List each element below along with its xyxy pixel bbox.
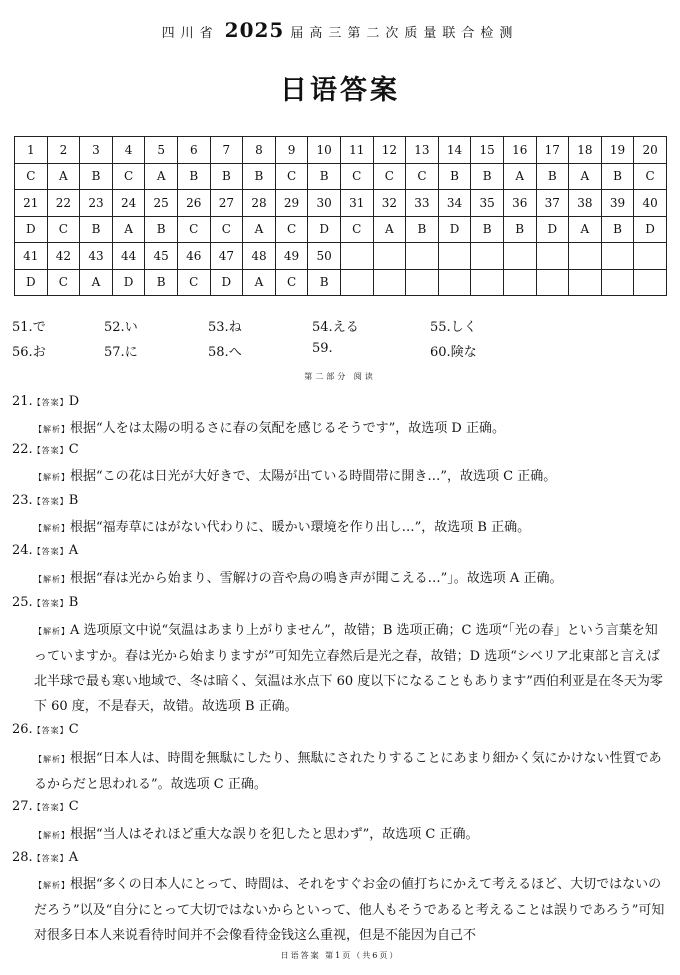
explanation-label: 【解析】 <box>34 473 70 482</box>
question-answer <box>12 595 78 610</box>
fill-answer <box>312 316 359 335</box>
table-cell: 22 <box>47 190 80 217</box>
explanation-label: 【解析】 <box>34 627 70 636</box>
table-cell: C <box>340 216 373 243</box>
explanation <box>34 872 666 948</box>
fill-answer <box>12 341 46 360</box>
table-cell: A <box>145 163 178 190</box>
table-cell: A <box>569 216 602 243</box>
question-answer <box>12 850 78 865</box>
table-cell: 24 <box>112 190 145 217</box>
answer-label: 【答案】 <box>32 854 69 863</box>
table-cell: C <box>177 269 210 296</box>
table-cell: C <box>275 163 308 190</box>
table-cell <box>438 243 471 270</box>
table-cell <box>340 243 373 270</box>
fill-text: へ <box>228 345 242 360</box>
explanation <box>34 566 666 592</box>
question-answer <box>12 543 78 558</box>
table-cell: A <box>569 163 602 190</box>
table-cell: 44 <box>112 243 145 270</box>
table-cell: D <box>210 269 243 296</box>
table-cell: 34 <box>438 190 471 217</box>
table-cell: 20 <box>634 137 667 164</box>
question-number: 26. <box>12 722 33 737</box>
table-cell <box>503 243 536 270</box>
fill-answer <box>208 316 242 335</box>
fill-number: 55. <box>430 320 451 335</box>
answer-choice: D <box>68 394 80 409</box>
table-cell: A <box>373 216 406 243</box>
table-cell: 47 <box>210 243 243 270</box>
table-cell: B <box>308 163 341 190</box>
table-cell <box>438 269 471 296</box>
explanation-text: 根据“福寿草にはがない代わりに、暖かい環境を作り出し…”，故选项 B 正确。 <box>70 520 531 535</box>
table-cell: 18 <box>569 137 602 164</box>
answer-label: 【答案】 <box>32 446 69 455</box>
table-cell <box>536 269 569 296</box>
table-cell: 7 <box>210 137 243 164</box>
table-cell: D <box>15 216 48 243</box>
table-row <box>15 137 667 164</box>
table-cell: 19 <box>601 137 634 164</box>
table-cell: 1 <box>15 137 48 164</box>
explanation-label: 【解析】 <box>34 831 70 840</box>
table-cell: B <box>601 216 634 243</box>
table-cell: 33 <box>406 190 439 217</box>
table-row <box>15 216 667 243</box>
question-answer <box>12 799 79 814</box>
table-cell: B <box>243 163 276 190</box>
fill-number: 53. <box>208 320 229 335</box>
table-cell <box>569 243 602 270</box>
question-answer <box>12 722 79 737</box>
table-cell: 30 <box>308 190 341 217</box>
section-title: 第二部分 阅读 <box>304 372 376 381</box>
explanation-label: 【解析】 <box>34 755 70 764</box>
question-number: 21. <box>12 394 33 409</box>
table-cell: B <box>471 163 504 190</box>
question-answer <box>12 394 79 409</box>
table-cell: 11 <box>340 137 373 164</box>
exam-header <box>0 18 680 42</box>
table-cell: 50 <box>308 243 341 270</box>
table-cell: 35 <box>471 190 504 217</box>
table-cell <box>634 243 667 270</box>
table-cell: 31 <box>340 190 373 217</box>
explanation-label: 【解析】 <box>34 575 70 584</box>
table-cell: 10 <box>308 137 341 164</box>
page-footer: 日语答案 第1页（共6页） <box>280 951 400 960</box>
table-cell: 9 <box>275 137 308 164</box>
table-cell: C <box>47 269 80 296</box>
table-cell <box>471 243 504 270</box>
fill-text: で <box>32 320 46 335</box>
table-row <box>15 163 667 190</box>
table-cell: A <box>112 216 145 243</box>
table-cell: 46 <box>177 243 210 270</box>
table-cell: D <box>536 216 569 243</box>
answer-choice: C <box>68 799 79 814</box>
explanation <box>34 822 666 848</box>
table-cell: C <box>15 163 48 190</box>
table-cell: 27 <box>210 190 243 217</box>
table-cell: C <box>634 163 667 190</box>
table-cell: A <box>243 269 276 296</box>
table-cell: 32 <box>373 190 406 217</box>
question-number: 22. <box>12 442 33 457</box>
table-cell: C <box>406 163 439 190</box>
table-cell <box>536 243 569 270</box>
table-cell: 28 <box>243 190 276 217</box>
table-cell: C <box>47 216 80 243</box>
table-cell <box>569 269 602 296</box>
table-cell <box>634 269 667 296</box>
explanation-text: 根据“多くの日本人にとって、時間は、それをすぐお金の値打ちにかえて考えるほど、大切ではないのだろう”以及“自分にとって大切ではないからといって、他人もそうであると考えることは誤りであろう”可知对很多日本人来说看待时间并不会像看待金钱这么重视，但是不能因为自己不 <box>34 877 665 943</box>
table-cell: 45 <box>145 243 178 270</box>
fill-number: 56. <box>12 345 33 360</box>
page-title: 日语答案 <box>280 75 400 106</box>
table-cell <box>406 269 439 296</box>
table-cell: 48 <box>243 243 276 270</box>
fill-answer <box>104 316 138 335</box>
table-cell: 38 <box>569 190 602 217</box>
table-cell <box>601 269 634 296</box>
table-cell: 3 <box>80 137 113 164</box>
table-cell: 23 <box>80 190 113 217</box>
fill-number: 59. <box>312 341 333 356</box>
table-cell: 4 <box>112 137 145 164</box>
table-cell: 42 <box>47 243 80 270</box>
fill-answer <box>12 316 46 335</box>
table-cell: 41 <box>15 243 48 270</box>
fill-number: 52. <box>104 320 125 335</box>
fill-text: しく <box>450 320 477 335</box>
fill-number: 58. <box>208 345 229 360</box>
question-number: 27. <box>12 799 33 814</box>
answer-label: 【答案】 <box>32 599 69 608</box>
table-cell: 39 <box>601 190 634 217</box>
question-number: 23. <box>12 493 33 508</box>
explanation-text: 根据“この花は日光が大好きで、太陽が出ている時間帯に開き…”，故选项 C 正确。 <box>70 469 557 484</box>
question-number: 25. <box>12 595 33 610</box>
explanation <box>34 618 666 719</box>
table-cell: A <box>47 163 80 190</box>
table-cell: B <box>471 216 504 243</box>
table-cell: 8 <box>243 137 276 164</box>
table-cell: 15 <box>471 137 504 164</box>
table-cell <box>503 269 536 296</box>
explanation <box>34 746 666 797</box>
table-cell: 25 <box>145 190 178 217</box>
table-cell: D <box>634 216 667 243</box>
table-cell: B <box>145 269 178 296</box>
table-cell: 16 <box>503 137 536 164</box>
table-cell: 49 <box>275 243 308 270</box>
explanation-text: 根据“当人はそれほど重大な誤りを犯したと思わず”，故选项 C 正确。 <box>70 827 479 842</box>
answer-choice: A <box>68 543 79 558</box>
table-row <box>15 243 667 270</box>
answer-label: 【答案】 <box>32 547 69 556</box>
table-cell: D <box>308 216 341 243</box>
fill-text: い <box>124 320 138 335</box>
table-row <box>15 269 667 296</box>
explanation-text: 根据“人をは太陽の明るさに春の気配を感じるそうです”，故选项 D 正确。 <box>70 421 505 436</box>
answer-label: 【答案】 <box>32 497 69 506</box>
table-cell: 14 <box>438 137 471 164</box>
table-cell: C <box>373 163 406 190</box>
explanation <box>34 416 666 442</box>
table-cell: B <box>601 163 634 190</box>
table-cell: B <box>145 216 178 243</box>
header-post: 届高三第二次质量联合检测 <box>290 26 519 41</box>
answer-choice: C <box>68 722 79 737</box>
answer-choice: A <box>68 850 79 865</box>
table-cell <box>406 243 439 270</box>
header-pre: 四川省 <box>161 26 219 41</box>
table-cell: D <box>15 269 48 296</box>
table-cell: 36 <box>503 190 536 217</box>
table-cell: 17 <box>536 137 569 164</box>
table-row <box>15 190 667 217</box>
question-number: 28. <box>12 850 33 865</box>
explanation <box>34 515 666 541</box>
fill-answer <box>104 341 138 360</box>
explanation-text: 根据“日本人は、時間を無駄にしたり、無駄にされたりすることにあまり細かく気にかけない性質であるからだと思われる”。故选项 C 正确。 <box>34 751 662 792</box>
table-cell: 26 <box>177 190 210 217</box>
table-cell: C <box>275 269 308 296</box>
explanation-label: 【解析】 <box>34 881 70 890</box>
table-cell: D <box>438 216 471 243</box>
fill-text: 険な <box>450 345 477 360</box>
explanation <box>34 464 666 490</box>
table-cell: D <box>112 269 145 296</box>
table-cell: A <box>243 216 276 243</box>
table-cell <box>340 269 373 296</box>
table-cell: B <box>503 216 536 243</box>
fill-text: ね <box>228 320 242 335</box>
table-cell: B <box>80 163 113 190</box>
table-cell <box>373 269 406 296</box>
table-cell: C <box>340 163 373 190</box>
answer-choice: B <box>68 595 79 610</box>
table-cell <box>601 243 634 270</box>
table-cell: B <box>308 269 341 296</box>
fill-number: 51. <box>12 320 33 335</box>
explanation-text: 根据“春は光から始まり、雪解けの音や鳥の鳴き声が聞こえる…”」。故选项 A 正确。 <box>70 571 563 586</box>
table-cell: C <box>275 216 308 243</box>
question-answer <box>12 442 79 457</box>
table-cell: B <box>210 163 243 190</box>
table-cell: C <box>210 216 243 243</box>
fill-text: える <box>332 320 359 335</box>
table-cell: 43 <box>80 243 113 270</box>
table-cell: 21 <box>15 190 48 217</box>
fill-answer <box>208 341 242 360</box>
table-cell: B <box>80 216 113 243</box>
question-answer <box>12 493 78 508</box>
table-cell <box>373 243 406 270</box>
fill-answer <box>430 341 477 360</box>
answer-label: 【答案】 <box>32 398 69 407</box>
table-cell: C <box>112 163 145 190</box>
table-cell: B <box>438 163 471 190</box>
table-cell: B <box>177 163 210 190</box>
table-cell: 37 <box>536 190 569 217</box>
fill-number: 60. <box>430 345 451 360</box>
table-cell: 6 <box>177 137 210 164</box>
table-cell: 40 <box>634 190 667 217</box>
table-cell: 12 <box>373 137 406 164</box>
table-cell: B <box>536 163 569 190</box>
table-cell: A <box>80 269 113 296</box>
table-cell: A <box>503 163 536 190</box>
header-year: 2025 <box>224 18 285 42</box>
fill-answer <box>312 341 333 356</box>
table-cell: C <box>177 216 210 243</box>
explanation-label: 【解析】 <box>34 524 70 533</box>
table-cell: 5 <box>145 137 178 164</box>
explanation-label: 【解析】 <box>34 425 70 434</box>
table-cell: B <box>406 216 439 243</box>
table-cell <box>471 269 504 296</box>
table-cell: 2 <box>47 137 80 164</box>
fill-text: に <box>124 345 138 360</box>
fill-text: お <box>32 345 46 360</box>
fill-number: 57. <box>104 345 125 360</box>
table-cell: 29 <box>275 190 308 217</box>
question-number: 24. <box>12 543 33 558</box>
answer-label: 【答案】 <box>32 803 69 812</box>
fill-answer <box>430 316 477 335</box>
table-cell: 13 <box>406 137 439 164</box>
answer-choice: B <box>68 493 79 508</box>
answer-choice: C <box>68 442 79 457</box>
fill-number: 54. <box>312 320 333 335</box>
answer-table <box>14 136 667 296</box>
answer-label: 【答案】 <box>32 726 69 735</box>
explanation-text: A 选项原文中说“気温はあまり上がりません”，故错；B 选项正确；C 选项“「光の春」という言葉を知っていますか。春は光から始まりますが”可知先立春然后是光之春，故错；D 选项“シベリア北東部と言えば北半球で最も寒い地域で、冬は暗く、気温は氷点下 60 度以下になることもあります”西伯利亚是在冬天为零下 60 度，不是春天，故错。故选项 B 正确。 <box>34 623 663 714</box>
